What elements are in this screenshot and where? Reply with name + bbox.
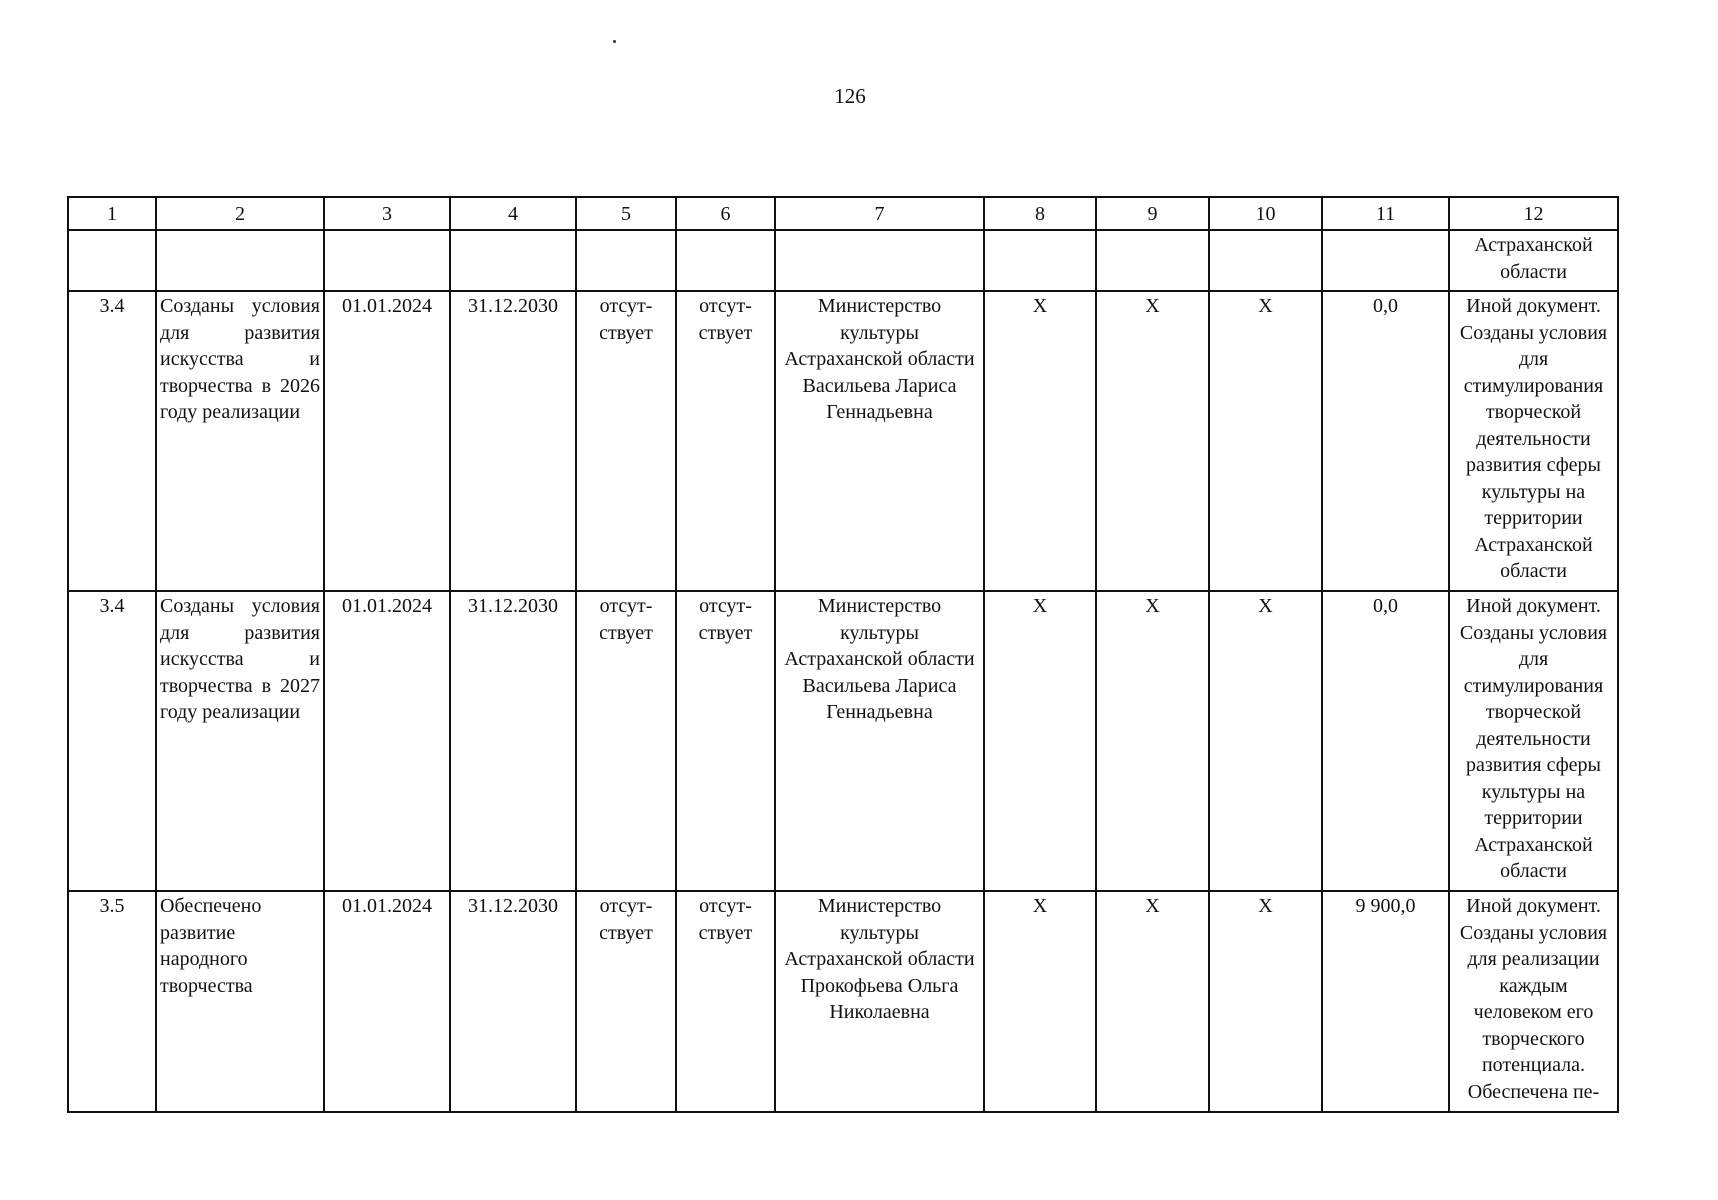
start-date-cell: 01.01.2024 bbox=[324, 291, 450, 591]
status-cell: отсут-ствует bbox=[576, 591, 676, 891]
header-cell: 10 bbox=[1209, 197, 1322, 230]
row-number: 3.4 bbox=[68, 291, 156, 591]
table-cell bbox=[68, 230, 156, 291]
mark-cell: X bbox=[1096, 891, 1209, 1112]
table-cell bbox=[1209, 230, 1322, 291]
header-cell: 8 bbox=[984, 197, 1096, 230]
header-cell: 3 bbox=[324, 197, 450, 230]
status-cell: отсут-ствует bbox=[576, 291, 676, 591]
header-cell: 11 bbox=[1322, 197, 1449, 230]
header-cell: 7 bbox=[775, 197, 984, 230]
result-document-cell: Иной документ. Созданы условия для стимулирования творческой деятельности развития сферы культуры на территории Астраханской области bbox=[1449, 591, 1618, 891]
table-cell bbox=[576, 230, 676, 291]
table-row bbox=[68, 891, 1618, 1112]
status-cell: отсут-ствует bbox=[676, 291, 775, 591]
result-document-cell: Иной документ. Созданы условия для стимулирования творческой деятельности развития сферы культуры на территории Астраханской области bbox=[1449, 291, 1618, 591]
row-number: 3.5 bbox=[68, 891, 156, 1112]
row-number: 3.4 bbox=[68, 591, 156, 891]
event-name-cell: Обеспечено развитие народного творчества bbox=[156, 891, 324, 1112]
amount-cell: 9 900,0 bbox=[1322, 891, 1449, 1112]
start-date-cell: 01.01.2024 bbox=[324, 591, 450, 891]
mark-cell: X bbox=[984, 591, 1096, 891]
amount-cell: 0,0 bbox=[1322, 291, 1449, 591]
table-cell bbox=[1096, 230, 1209, 291]
end-date-cell: 31.12.2030 bbox=[450, 891, 576, 1112]
responsible-cell: Министерство культуры Астраханской области Васильева Лариса Геннадьевна bbox=[775, 591, 984, 891]
status-cell: отсут-ствует bbox=[576, 891, 676, 1112]
responsible-cell: Министерство культуры Астраханской области Прокофьева Ольга Николаевна bbox=[775, 891, 984, 1112]
mark-cell: X bbox=[1096, 591, 1209, 891]
header-cell: 12 bbox=[1449, 197, 1618, 230]
header-cell: 1 bbox=[68, 197, 156, 230]
status-cell: отсут-ствует bbox=[676, 891, 775, 1112]
event-name-cell: Созданы условия для развития искусства и творчества в 2026 году реализации bbox=[156, 291, 324, 591]
plan-table bbox=[67, 196, 1619, 1113]
header-cell: 4 bbox=[450, 197, 576, 230]
table-cell bbox=[984, 230, 1096, 291]
mark-cell: X bbox=[1209, 291, 1322, 591]
table-cell bbox=[450, 230, 576, 291]
responsible-cell: Министерство культуры Астраханской области Васильева Лариса Геннадьевна bbox=[775, 291, 984, 591]
table-cell bbox=[324, 230, 450, 291]
table-continuation-row bbox=[68, 230, 1618, 291]
table-row bbox=[68, 291, 1618, 591]
header-cell: 6 bbox=[676, 197, 775, 230]
mark-cell: X bbox=[1096, 291, 1209, 591]
table-cell bbox=[1322, 230, 1449, 291]
end-date-cell: 31.12.2030 bbox=[450, 591, 576, 891]
mark-cell: X bbox=[984, 291, 1096, 591]
result-document-cell: Астраханской области bbox=[1449, 230, 1618, 291]
header-cell: 5 bbox=[576, 197, 676, 230]
status-cell: отсут-ствует bbox=[676, 591, 775, 891]
result-document-cell: Иной документ. Созданы условия для реализации каждым человеком его творческого потенциала. Обеспечена пе- bbox=[1449, 891, 1618, 1112]
end-date-cell: 31.12.2030 bbox=[450, 291, 576, 591]
header-cell: 9 bbox=[1096, 197, 1209, 230]
table-cell bbox=[156, 230, 324, 291]
mark-cell: X bbox=[984, 891, 1096, 1112]
table-header-row bbox=[68, 197, 1618, 230]
event-name-cell: Созданы условия для развития искусства и творчества в 2027 году реализации bbox=[156, 591, 324, 891]
start-date-cell: 01.01.2024 bbox=[324, 891, 450, 1112]
scan-speck bbox=[613, 40, 616, 43]
header-cell: 2 bbox=[156, 197, 324, 230]
table-row bbox=[68, 591, 1618, 891]
amount-cell: 0,0 bbox=[1322, 591, 1449, 891]
table-cell bbox=[775, 230, 984, 291]
page-number: 126 bbox=[834, 84, 866, 108]
mark-cell: X bbox=[1209, 591, 1322, 891]
mark-cell: X bbox=[1209, 891, 1322, 1112]
table-cell bbox=[676, 230, 775, 291]
